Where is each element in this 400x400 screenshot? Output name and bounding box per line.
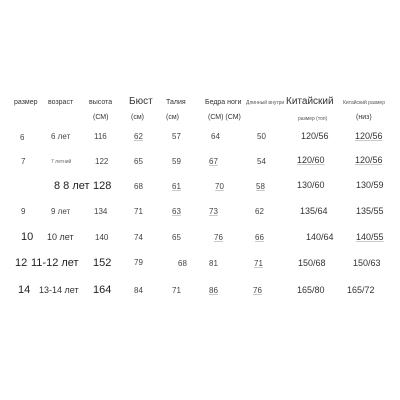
cell-bottom: 165/72 xyxy=(347,285,375,295)
cell-bust: 84 xyxy=(134,286,143,295)
cell-bust: 65 xyxy=(134,157,143,166)
cell-bottom: 150/63 xyxy=(353,258,381,268)
header-size: размер xyxy=(14,99,38,106)
cell-inseam: 50 xyxy=(257,132,266,141)
cell-top: 135/64 xyxy=(300,206,328,216)
cell-hip: 81 xyxy=(209,259,218,268)
cell-age: 8 8 лет xyxy=(54,180,90,192)
header-chinese-size-sub: (низ) xyxy=(356,114,372,121)
cell-top: 140/64 xyxy=(306,232,334,242)
cell-height: 128 xyxy=(93,180,112,192)
cell-waist: 65 xyxy=(172,233,181,242)
cell-bust: 79 xyxy=(134,258,143,267)
cell-top: 150/68 xyxy=(298,258,326,268)
cell-size: 14 xyxy=(18,284,31,296)
header-bust: Бюст xyxy=(129,96,153,107)
cell-waist: 61 xyxy=(172,182,181,191)
cell-hip: 70 xyxy=(215,182,224,191)
header-height: высота xyxy=(89,99,113,106)
cell-size: 6 xyxy=(20,133,25,142)
cell-top: 165/80 xyxy=(297,285,325,295)
cell-bust: 71 xyxy=(134,207,143,216)
cell-inseam: 76 xyxy=(253,286,262,295)
cell-top: 120/56 xyxy=(301,131,329,141)
cell-hip: 86 xyxy=(209,286,218,295)
header-age: возраст xyxy=(48,99,74,106)
cell-inseam: 58 xyxy=(256,182,265,191)
cell-inseam: 66 xyxy=(255,233,264,242)
cell-bottom: 120/56 xyxy=(355,155,383,165)
cell-bottom: 120/56 xyxy=(355,131,383,141)
cell-hip: 67 xyxy=(209,157,218,166)
cell-waist: 71 xyxy=(172,286,181,295)
cell-bust: 68 xyxy=(134,182,143,191)
cell-bottom: 135/55 xyxy=(356,206,384,216)
header-bust-unit: (см) xyxy=(131,114,144,121)
cell-inseam: 71 xyxy=(254,259,263,268)
cell-top: 120/60 xyxy=(297,155,325,165)
cell-bust: 62 xyxy=(134,132,143,141)
header-waist-unit: (см) xyxy=(166,114,179,121)
cell-age: 6 лет xyxy=(51,132,71,141)
header-chinese-sub: размер (топ) xyxy=(298,116,328,122)
header-hip-leg-unit: (СМ) (СМ) xyxy=(208,114,241,121)
cell-size: 7 xyxy=(21,157,26,166)
cell-waist: 57 xyxy=(172,132,181,141)
cell-bust: 74 xyxy=(134,233,143,242)
cell-inseam: 54 xyxy=(257,157,266,166)
cell-size: 10 xyxy=(21,231,34,243)
cell-waist: 68 xyxy=(178,259,187,268)
cell-size: 12 xyxy=(15,257,28,269)
cell-age: 10 лет xyxy=(47,232,74,242)
header-chinese: Китайский xyxy=(286,96,334,107)
cell-hip: 76 xyxy=(214,233,223,242)
cell-top: 130/60 xyxy=(297,180,325,190)
header-chinese-size: Китайский размер xyxy=(343,100,385,106)
cell-age: 7 летний xyxy=(51,159,72,165)
cell-size: 9 xyxy=(21,207,26,216)
cell-hip: 73 xyxy=(209,207,218,216)
header-inner-leg: Длинный внутри xyxy=(246,100,285,106)
header-height-unit: (СМ) xyxy=(93,114,109,121)
cell-height: 152 xyxy=(93,257,112,269)
cell-waist: 63 xyxy=(172,207,181,216)
cell-inseam: 62 xyxy=(255,207,264,216)
cell-bottom: 130/59 xyxy=(356,180,384,190)
cell-height: 164 xyxy=(93,284,112,296)
header-waist: Талия xyxy=(166,99,186,106)
cell-waist: 59 xyxy=(172,157,181,166)
cell-height: 140 xyxy=(95,233,109,242)
cell-hip: 64 xyxy=(211,132,220,141)
cell-height: 134 xyxy=(94,207,108,216)
cell-height: 116 xyxy=(94,132,107,141)
cell-bottom: 140/55 xyxy=(356,232,384,242)
cell-age: 13-14 лет xyxy=(39,285,79,295)
cell-age: 11-12 лет xyxy=(31,257,79,269)
cell-age: 9 лет xyxy=(51,207,71,216)
cell-height: 122 xyxy=(95,157,109,166)
header-hip-leg: Бедра ноги xyxy=(205,99,242,106)
